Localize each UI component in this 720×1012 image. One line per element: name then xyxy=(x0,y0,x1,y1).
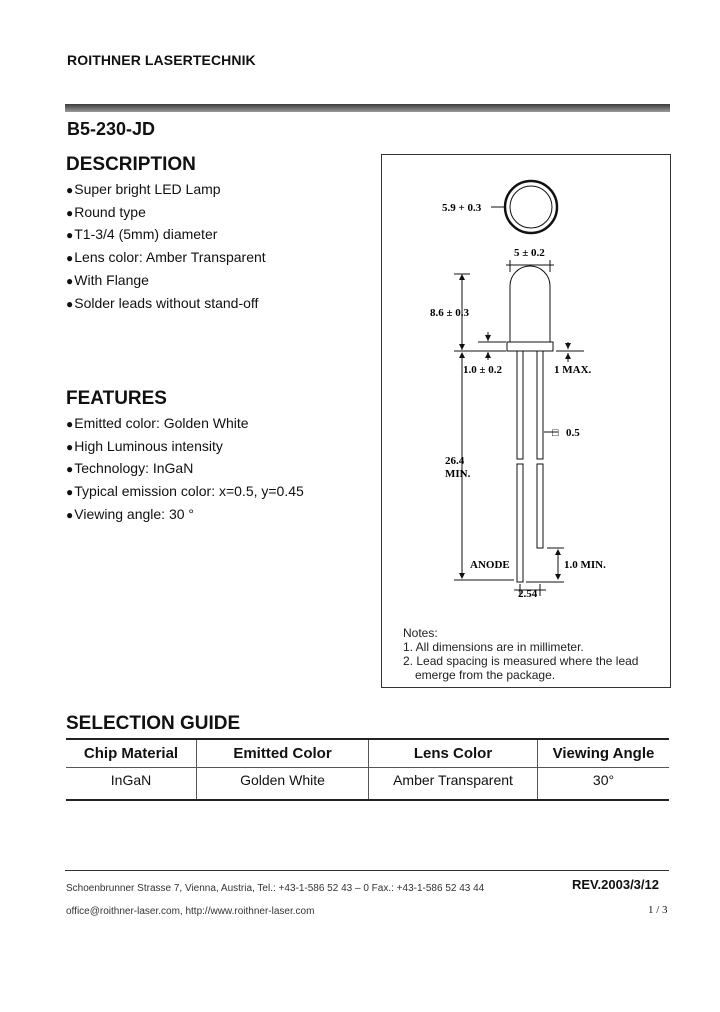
lead-cathode xyxy=(537,464,543,548)
dim-height: 8.6 ± 0.3 xyxy=(430,307,470,319)
column-header: Chip Material xyxy=(66,739,197,768)
list-item: ● With Flange xyxy=(66,270,266,293)
arrow-head xyxy=(555,549,561,555)
list-item: ● T1-3/4 (5mm) diameter xyxy=(66,224,266,247)
dim-lead-min: 1.0 MIN. xyxy=(564,559,606,571)
list-item: ● Super bright LED Lamp xyxy=(66,179,266,202)
column-header: Lens Color xyxy=(369,739,538,768)
top-view-outer-circle xyxy=(505,181,557,233)
arrow-head xyxy=(485,352,491,358)
arrow-head xyxy=(459,344,465,350)
dim-lead-square: 0.5 xyxy=(566,427,580,439)
list-item: ● Round type xyxy=(66,202,266,225)
dim-body-diameter: 5 ± 0.2 xyxy=(514,247,545,259)
lead-square-icon: □ xyxy=(552,427,559,439)
features-heading: FEATURES xyxy=(66,388,167,409)
dim-max: 1 MAX. xyxy=(554,364,592,376)
lead-anode xyxy=(517,464,523,582)
list-item: ● High Luminous intensity xyxy=(66,436,304,459)
page-number: 1 / 3 xyxy=(648,904,668,916)
table-cell: Golden White xyxy=(197,768,369,801)
list-item: ● Solder leads without stand-off xyxy=(66,293,266,316)
list-item: ● Emitted color: Golden White xyxy=(66,413,304,436)
dim-lead-spacing: 2.54 xyxy=(518,588,538,600)
table-cell: Amber Transparent xyxy=(369,768,538,801)
arrow-head xyxy=(555,574,561,580)
footer-address: Schoenbrunner Strasse 7, Vienna, Austria, Tel.: +43-1-586 52 43 – 0 Fax.: +43-1-586 52 43 44 xyxy=(66,883,485,894)
lead-upper-right xyxy=(537,351,543,459)
dim-lead-length: 26.4 xyxy=(445,455,465,467)
list-item: ● Technology: InGaN xyxy=(66,458,304,481)
lead-upper-left xyxy=(517,351,523,459)
table-cell: 30° xyxy=(538,768,670,801)
footer-rule xyxy=(65,870,669,871)
note-line: 2. Lead spacing is measured where the lead xyxy=(403,654,639,668)
led-dome xyxy=(510,266,550,342)
list-item: ● Typical emission color: x=0.5, y=0.45 xyxy=(66,481,304,504)
arrow-head xyxy=(565,343,571,349)
arrow-head xyxy=(565,353,571,359)
company-name: ROITHNER LASERTECHNIK xyxy=(67,52,256,68)
column-header: Emitted Color xyxy=(197,739,369,768)
selection-guide-heading: SELECTION GUIDE xyxy=(66,713,241,734)
note-line: 1. All dimensions are in millimeter. xyxy=(403,640,584,654)
drawing-notes xyxy=(403,626,638,682)
table-cell: InGaN xyxy=(66,768,197,801)
dim-lead-length-min: MIN. xyxy=(445,468,471,480)
selection-guide-table xyxy=(66,738,669,801)
led-flange xyxy=(507,342,553,351)
table-header-row xyxy=(66,739,669,768)
column-header: Viewing Angle xyxy=(538,739,670,768)
arrow-head xyxy=(459,352,465,358)
list-item: ● Viewing angle: 30 ° xyxy=(66,504,304,527)
note-line: emerge from the package. xyxy=(415,668,556,682)
arrow-head xyxy=(459,274,465,280)
footer-contact: office@roithner-laser.com, http://www.roithner-laser.com xyxy=(66,906,315,917)
arrow-head xyxy=(459,573,465,579)
dim-flange-thickness: 1.0 ± 0.2 xyxy=(463,364,503,376)
table-row xyxy=(66,768,669,801)
part-number: B5-230-JD xyxy=(67,119,156,139)
list-item: ● Lens color: Amber Transparent xyxy=(66,247,266,270)
label-anode: ANODE xyxy=(470,559,510,571)
notes-title: Notes: xyxy=(403,626,438,640)
dim-flange-diameter: 5.9 + 0.3 xyxy=(442,202,482,214)
arrow-head xyxy=(485,335,491,341)
revision-label: REV.2003/3/12 xyxy=(572,877,659,892)
description-heading: DESCRIPTION xyxy=(66,154,196,175)
top-view-inner-circle xyxy=(510,186,552,228)
